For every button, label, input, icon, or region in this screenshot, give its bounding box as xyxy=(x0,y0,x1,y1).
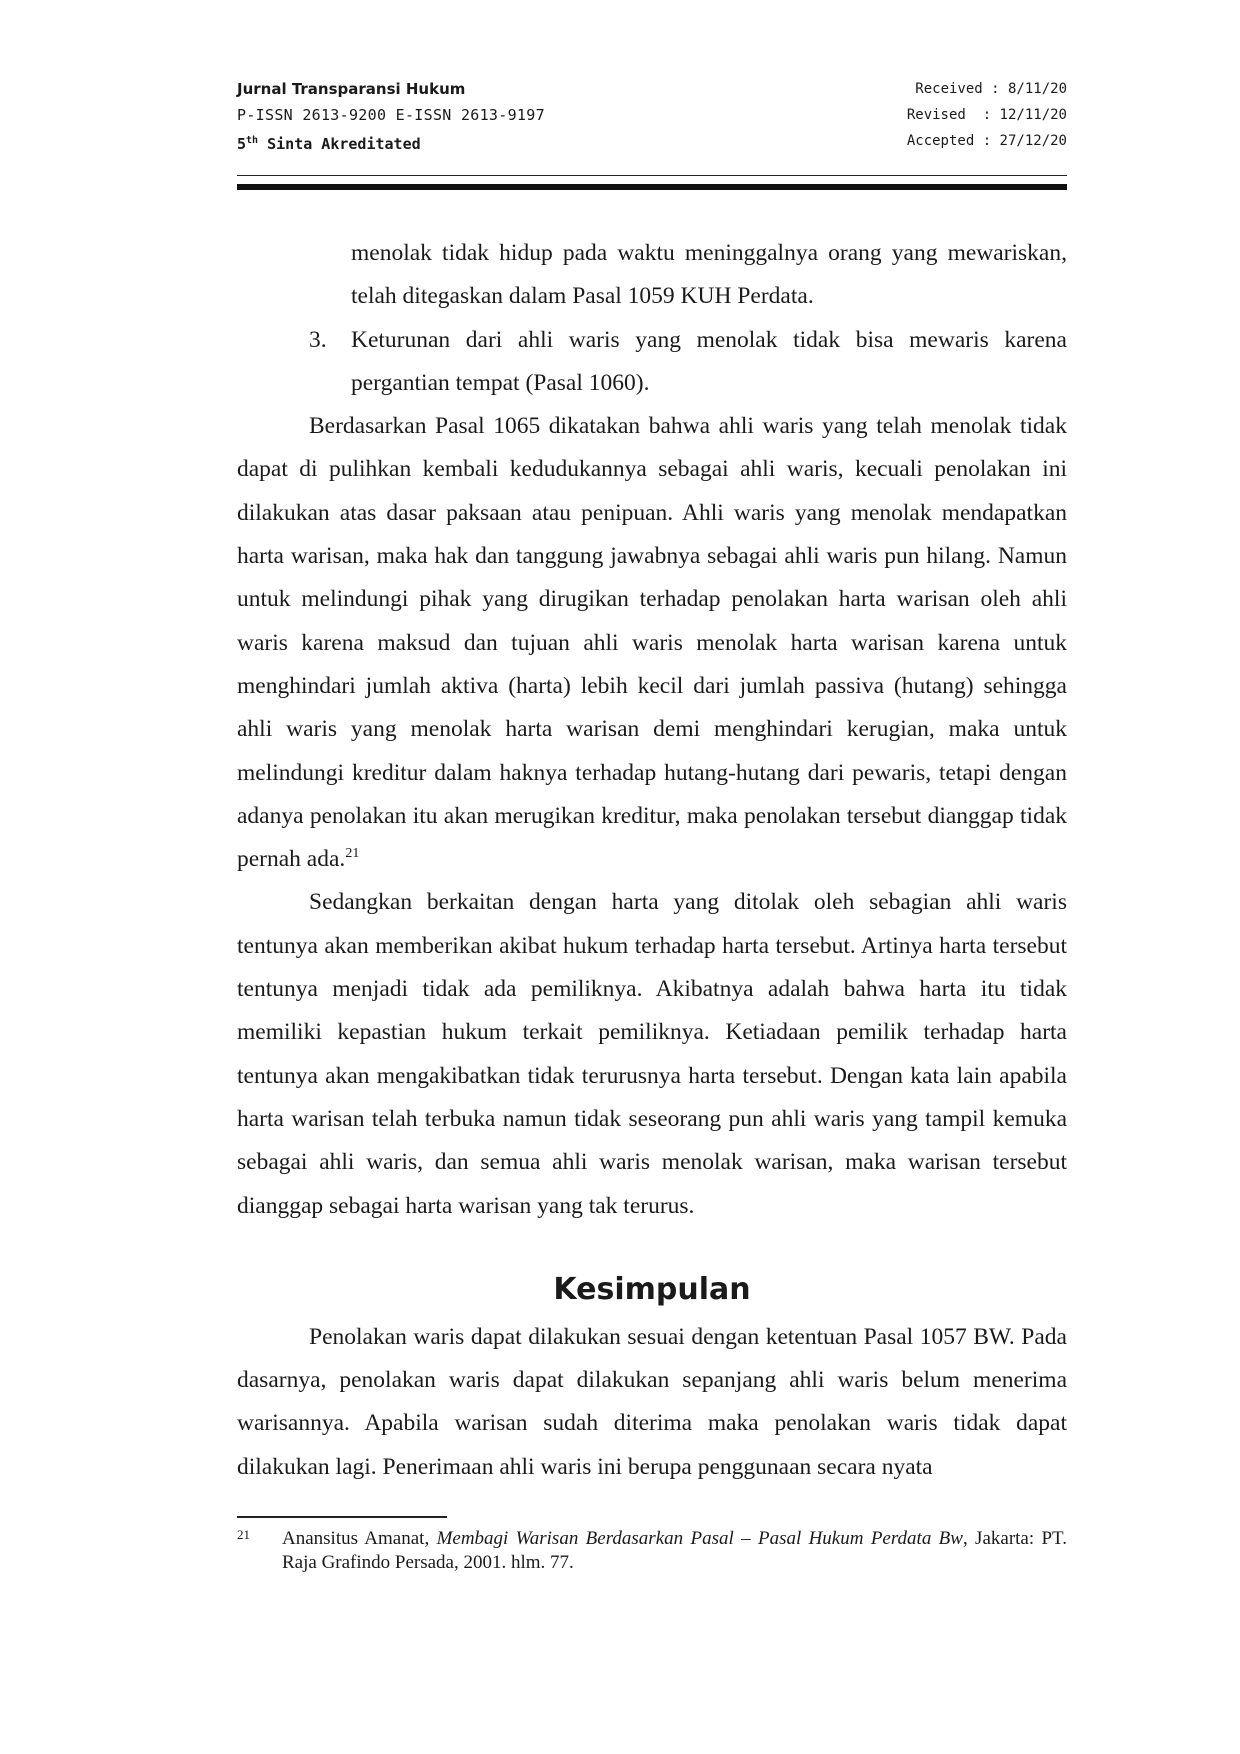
footnote-text xyxy=(282,1527,1067,1575)
list-number: 3. xyxy=(309,326,327,353)
sinta-ordinal: th xyxy=(246,135,259,146)
sinta-accreditation xyxy=(237,128,545,154)
list-item-continuation: menolak tidak hidup pada waktu meninggalnya orang yang mewariskan, telah ditegaskan dalam Pasal 1059 KUH Perdata. xyxy=(351,240,1067,310)
page-header xyxy=(237,76,1067,158)
list-item-text: Keturunan dari ahli waris yang menolak tidak bisa mewaris karena pergantian tempat (Pasal 1060). xyxy=(351,326,1067,396)
journal-name: Jurnal Transparansi Hukum xyxy=(237,80,466,98)
accepted-date: Accepted : 27/12/20 xyxy=(906,133,1067,149)
header-rule-thick xyxy=(237,184,1067,190)
paragraph-kesimpulan: Penolakan waris dapat dilakukan sesuai dengan ketentuan Pasal 1057 BW. Pada dasarnya, penolakan waris dapat dilakukan sepanjang ahli waris belum menerima warisannya. Apabila warisan sudah diterima maka penolakan waris tidak dapat dilakukan lagi. Penerimaan ahli waris ini berupa penggunaan secara nyata xyxy=(237,1323,1067,1480)
footnote-author: Anansitus Amanat, xyxy=(282,1528,437,1549)
revised-date: Revised : 12/11/20 xyxy=(906,107,1067,123)
footnote xyxy=(237,1527,1067,1575)
footnote-publisher: , Jakarta: PT. Raja Grafindo Persada, 2001. hlm. 77. xyxy=(282,1528,1067,1573)
received-date: Received : 8/11/20 xyxy=(915,81,1067,97)
header-rule-thin xyxy=(237,175,1067,176)
list-item-3 xyxy=(237,319,1067,406)
paragraph-harta-ditolak: Sedangkan berkaitan dengan harta yang ditolak oleh sebagian ahli waris tentunya akan memberikan akibat hukum terhadap harta tersebut. Artinya harta tersebut tentunya menjadi tidak ada pemiliknya. Akibatnya adalah bahwa harta itu tidak memiliki kepastian hukum terkait pemiliknya. Ketiadaan pemilik terhadap harta tentunya akan mengakibatkan tidak terurusnya harta tersebut. Dengan kata lain apabila harta warisan telah terbuka namun tidak seseorang pun ahli waris yang tampil kemuka sebagai ahli waris, dan semua ahli waris menolak warisan, maka warisan tersebut dianggap sebagai harta warisan yang tak terurus. xyxy=(237,889,1067,1219)
sinta-number: 5 xyxy=(237,135,247,153)
footnote-number: 21 xyxy=(237,1527,250,1542)
paragraph-text: Berdasarkan Pasal 1065 dikatakan bahwa ahli waris yang telah menolak tidak dapat di pulihkan kembali kedudukannya sebagai ahli waris, kecuali penolakan ini dilakukan atas dasar paksaan atau penipuan. Ahli waris yang menolak mendapatkan harta warisan, maka hak dan tanggung jawabnya sebagai ahli waris pun hilang. Namun untuk melindungi pihak yang dirugikan terhadap penolakan harta warisan oleh ahli waris karena maksud dan tujuan ahli waris menolak harta warisan karena untuk menghindari jumlah aktiva (harta) lebih kecil dari jumlah passiva (hutang) sehingga ahli waris yang menolak harta warisan demi menghindari kerugian, maka untuk melindungi kreditur dalam haknya terhadap hutang-hutang dari pewaris, tetapi dengan adanya penolakan itu akan merugikan kreditur, maka penolakan tersebut dianggap tidak pernah ada. xyxy=(237,413,1067,873)
sinta-label: Sinta Akreditated xyxy=(258,135,421,153)
footnote-title: Membagi Warisan Berdasarkan Pasal – Pasal Hukum Perdata Bw xyxy=(436,1528,963,1549)
footnote-reference[interactable]: 21 xyxy=(345,846,360,862)
paragraph-penolakan xyxy=(237,405,1067,881)
footnote-separator xyxy=(237,1516,447,1518)
header-journal-info xyxy=(237,76,545,154)
article-body xyxy=(237,232,1067,1489)
issn-line: P-ISSN 2613-9200 E-ISSN 2613-9197 xyxy=(237,106,545,124)
header-dates xyxy=(907,76,1067,154)
section-heading: Kesimpulan xyxy=(553,1271,751,1307)
